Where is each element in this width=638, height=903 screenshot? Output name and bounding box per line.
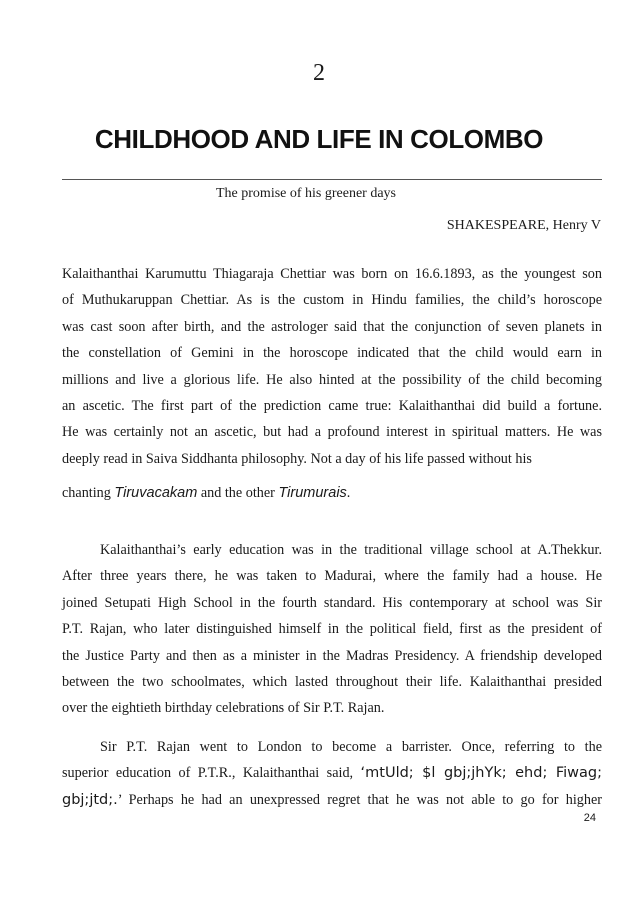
paragraph-line: an ascetic. The first part of the prediction came true: Kalaithanthai did build a fortune. bbox=[62, 397, 602, 414]
paragraph-2 bbox=[62, 537, 602, 722]
title-divider bbox=[62, 179, 602, 180]
paragraph-1-last-line bbox=[62, 480, 602, 506]
text-run: ’ Perhaps he had an unexpressed regret that he was not able to go for higher bbox=[117, 791, 602, 808]
paragraph-line: over the eightieth birthday celebrations of Sir P.T. Rajan. bbox=[62, 700, 385, 717]
text-run: superior education of P.T.R., Kalaithanthai said, bbox=[62, 765, 361, 782]
paragraph-line: Kalaithanthai Karumuttu Thiagaraja Chettiar was born on 16.6.1893, as the youngest son bbox=[62, 266, 602, 282]
paragraph-line bbox=[62, 480, 602, 506]
paragraph-line: was cast soon after birth, and the astrologer said that the conjunction of seven planets in bbox=[62, 318, 602, 335]
paragraph-line: deeply read in Saiva Siddhanta philosophy. Not a day of his life passed without his bbox=[62, 450, 532, 467]
paragraph-line: After three years there, he was taken to Madurai, where the family had a house. He bbox=[62, 568, 602, 585]
tamil-quote: gbj;jtd;. bbox=[62, 791, 118, 808]
term-tiruvacakam: Tiruvacakam bbox=[114, 485, 198, 501]
paragraph-line: He was certainly not an ascetic, but had a profound interest in spiritual matters. He was bbox=[62, 424, 602, 441]
paragraph-3 bbox=[62, 734, 602, 813]
text-run: chanting bbox=[62, 485, 115, 501]
text-run: . bbox=[346, 485, 351, 501]
paragraph-line bbox=[62, 787, 602, 813]
paragraph-line: of Muthukaruppan Chettiar. As is the custom in Hindu families, the child’s horoscope bbox=[62, 292, 602, 309]
epigraph-quote: The promise of his greener days bbox=[216, 186, 396, 201]
paragraph-1 bbox=[62, 261, 602, 472]
paragraph-line: joined Setupati High School in the fourth standard. His contemporary at school was Sir bbox=[62, 594, 602, 611]
page-number: 24 bbox=[583, 812, 596, 824]
paragraph-line: millions and live a glorious life. He also hinted at the possibility of the child becoming bbox=[62, 371, 602, 388]
paragraph-line bbox=[62, 760, 602, 786]
term-tirumurais: Tirumurais bbox=[278, 485, 347, 501]
paragraph-line: Sir P.T. Rajan went to London to become a barrister. Once, referring to the bbox=[100, 739, 602, 755]
paragraph-line: the constellation of Gemini in the horoscope indicated that the child would earn in bbox=[62, 345, 602, 362]
text-run: and the other bbox=[197, 485, 279, 501]
epigraph-source: SHAKESPEARE, Henry V bbox=[446, 218, 601, 233]
paragraph-line: the Justice Party and then as a minister in the Madras Presidency. A friendship developed bbox=[62, 647, 602, 664]
paragraph-line: P.T. Rajan, who later distinguished himself in the political field, first as the president of bbox=[62, 621, 602, 638]
paragraph-line: between the two schoolmates, which lasted throughout their life. Kalaithanthai presided bbox=[62, 673, 602, 690]
chapter-title: CHILDHOOD AND LIFE IN COLOMBO bbox=[94, 124, 544, 154]
tamil-quote: ‘mtUld; $l gbj;jhYk; ehd; Fiwag; bbox=[360, 765, 602, 782]
chapter-number: 2 bbox=[313, 60, 325, 86]
paragraph-line: Kalaithanthai’s early education was in the traditional village school at A.Thekkur. bbox=[100, 542, 602, 558]
